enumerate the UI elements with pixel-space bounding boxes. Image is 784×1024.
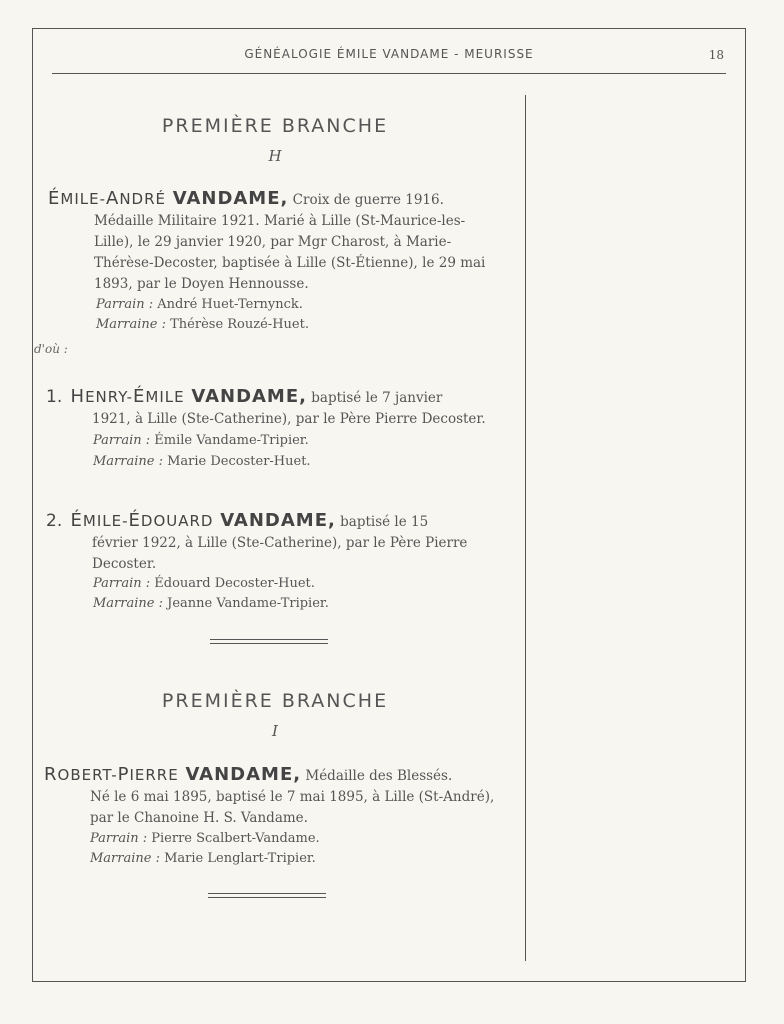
- entry-emile-andre: ÉMILE-ANDRÉ VANDAME, Croix de guerre 1916. Médaille Militaire 1921. Marié à Lille (St-Maurice-les- Lille), le 29 janvier 1920, par Mgr Charost, à Marie- Thérèse-Decoster, baptisée à Lille (St-Étienne), le 29 mai 1893, par le Doyen Hennousse.: [48, 188, 486, 292]
- section-h-letter: H: [268, 147, 282, 165]
- page-number: 18: [708, 48, 724, 62]
- entry-henry-emile: 1. HENRY-ÉMILE VANDAME, baptisé le 7 janvier 1921, à Lille (Ste-Catherine), par le Père Pierre Decoster.: [46, 386, 486, 427]
- entry-robert-pierre: ROBERT-PIERRE VANDAME, Médaille des Blessés. Né le 6 mai 1895, baptisé le 7 mai 1895, à Lille (St-André), par le Chanoine H. S. Vandame.: [44, 764, 495, 826]
- section-separator: [208, 893, 326, 898]
- header-title: GÉNÉALOGIE ÉMILE VANDAME - MEURISSE: [244, 47, 534, 61]
- person-name: ÉMILE-ANDRÉ VANDAME,: [48, 188, 289, 209]
- person-name: ROBERT-PIERRE VANDAME,: [44, 764, 302, 785]
- section-separator: [210, 639, 328, 644]
- godparent-marraine: Marraine : Marie Decoster-Huet.: [93, 454, 311, 469]
- descendants-label: d'où :: [34, 342, 68, 356]
- godparent-parrain: Parrain : Émile Vandame-Tripier.: [93, 433, 309, 448]
- godparent-parrain: Parrain : André Huet-Ternynck.: [96, 297, 303, 312]
- godparent-marraine: Marraine : Thérèse Rouzé-Huet.: [96, 317, 309, 332]
- section-h-title: PREMIÈRE BRANCHE: [161, 115, 389, 137]
- section-i-title: PREMIÈRE BRANCHE: [161, 690, 389, 712]
- godparent-parrain: Parrain : Édouard Decoster-Huet.: [93, 576, 315, 591]
- section-i-letter: I: [272, 722, 278, 740]
- running-header: [52, 44, 726, 74]
- entry-emile-edouard: 2. ÉMILE-ÉDOUARD VANDAME, baptisé le 15 février 1922, à Lille (Ste-Catherine), par le Père Pierre Decoster.: [46, 510, 468, 572]
- column-divider: [525, 95, 526, 961]
- godparent-parrain: Parrain : Pierre Scalbert-Vandame.: [90, 831, 320, 846]
- person-name: HENRY-ÉMILE VANDAME,: [70, 386, 307, 407]
- godparent-marraine: Marraine : Marie Lenglart-Tripier.: [90, 851, 316, 866]
- godparent-marraine: Marraine : Jeanne Vandame-Tripier.: [93, 596, 329, 611]
- person-name: ÉMILE-ÉDOUARD VANDAME,: [70, 510, 336, 531]
